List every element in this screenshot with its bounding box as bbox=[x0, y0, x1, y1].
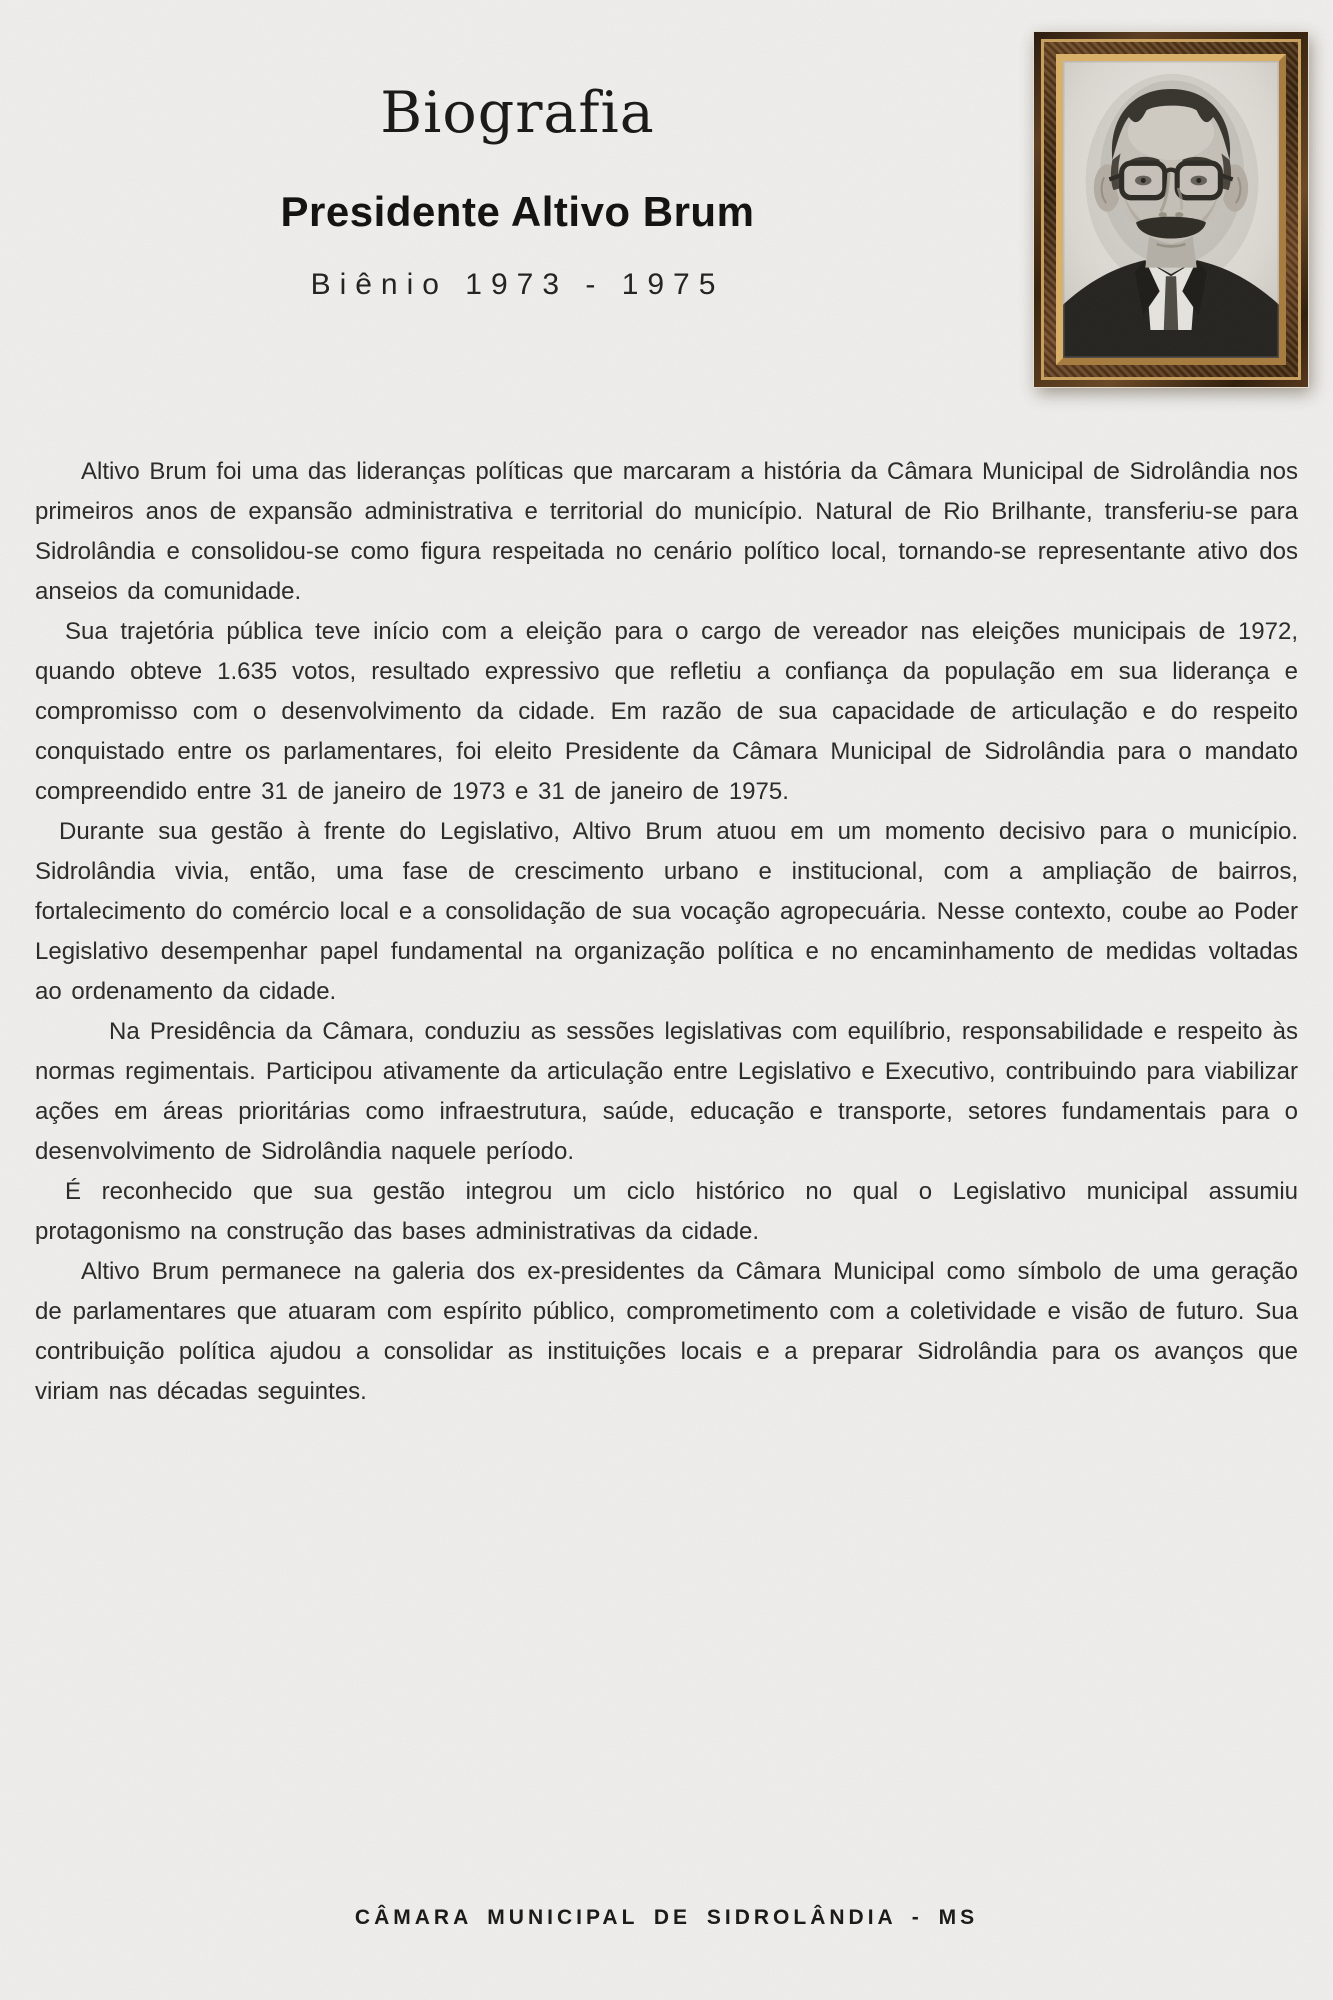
president-name: Presidente Altivo Brum bbox=[280, 188, 755, 235]
frame-inner-trim bbox=[1056, 54, 1286, 365]
term-label: Biênio 1973 - 1975 bbox=[310, 268, 725, 301]
bio-paragraph: Durante sua gestão à frente do Legislativo, Altivo Brum atuou em um momento decisivo para o município. Sidrolândia vivia, então, uma fase de crescimento urbano e institucional, com a ampliação de bairros, fortalecimento do comércio local e a consolidação de sua vocação agropecuária. Nesse contexto, coube ao Poder Legislativo desempenhar papel fundamental na organização política e no encaminhamento de medidas voltadas ao ordenamento da cidade. bbox=[35, 818, 1298, 1005]
bio-paragraph: É reconhecido que sua gestão integrou um ciclo histórico no qual o Legislativo municipal assumiu protagonismo na construção das bases administrativas da cidade. bbox=[35, 1178, 1298, 1245]
biography-text bbox=[35, 452, 1298, 1412]
president-photo bbox=[1063, 61, 1279, 358]
bio-paragraph: Na Presidência da Câmara, conduziu as sessões legislativas com equilíbrio, responsabilidade e respeito às normas regimentais. Participou ativamente da articulação entre Legislativo e Executivo, contribuindo para viabilizar ações em áreas prioritárias como infraestrutura, saúde, educação e transporte, setores fundamentais para o desenvolvimento de Sidrolândia naquele período. bbox=[35, 1018, 1298, 1165]
bio-paragraph: Altivo Brum permanece na galeria dos ex-presidentes da Câmara Municipal como símbolo de uma geração de parlamentares que atuaram com espírito público, comprometimento com a coletividade e visão de futuro. Sua contribuição política ajudou a consolidar as instituições locais e a preparar Sidrolândia para os avanços que viriam nas décadas seguintes. bbox=[35, 1258, 1298, 1405]
bio-paragraph: Altivo Brum foi uma das lideranças políticas que marcaram a história da Câmara Municipal de Sidrolândia nos primeiros anos de expansão administrativa e territorial do município. Natural de Rio Brilhante, transferiu-se para Sidrolândia e consolidou-se como figura respeitada no cenário político local, tornando-se representante ativo dos anseios da comunidade. bbox=[35, 458, 1298, 605]
bio-paragraph: Sua trajetória pública teve início com a eleição para o cargo de vereador nas eleições municipais de 1972, quando obteve 1.635 votos, resultado expressivo que refletiu a confiança da população em sua liderança e compromisso com o desenvolvimento da cidade. Em razão de sua capacidade de articulação e do respeito conquistado entre os parlamentares, foi eleito Presidente da Câmara Municipal de Sidrolândia para o mandato compreendido entre 31 de janeiro de 1973 e 31 de janeiro de 1975. bbox=[35, 618, 1298, 805]
page-title: Biografia bbox=[380, 80, 655, 146]
frame-gold-bead bbox=[1041, 39, 1301, 380]
page-footer: CÂMARA MUNICIPAL DE SIDROLÂNDIA - MS bbox=[354, 1906, 979, 1929]
portrait-frame bbox=[1034, 32, 1308, 387]
